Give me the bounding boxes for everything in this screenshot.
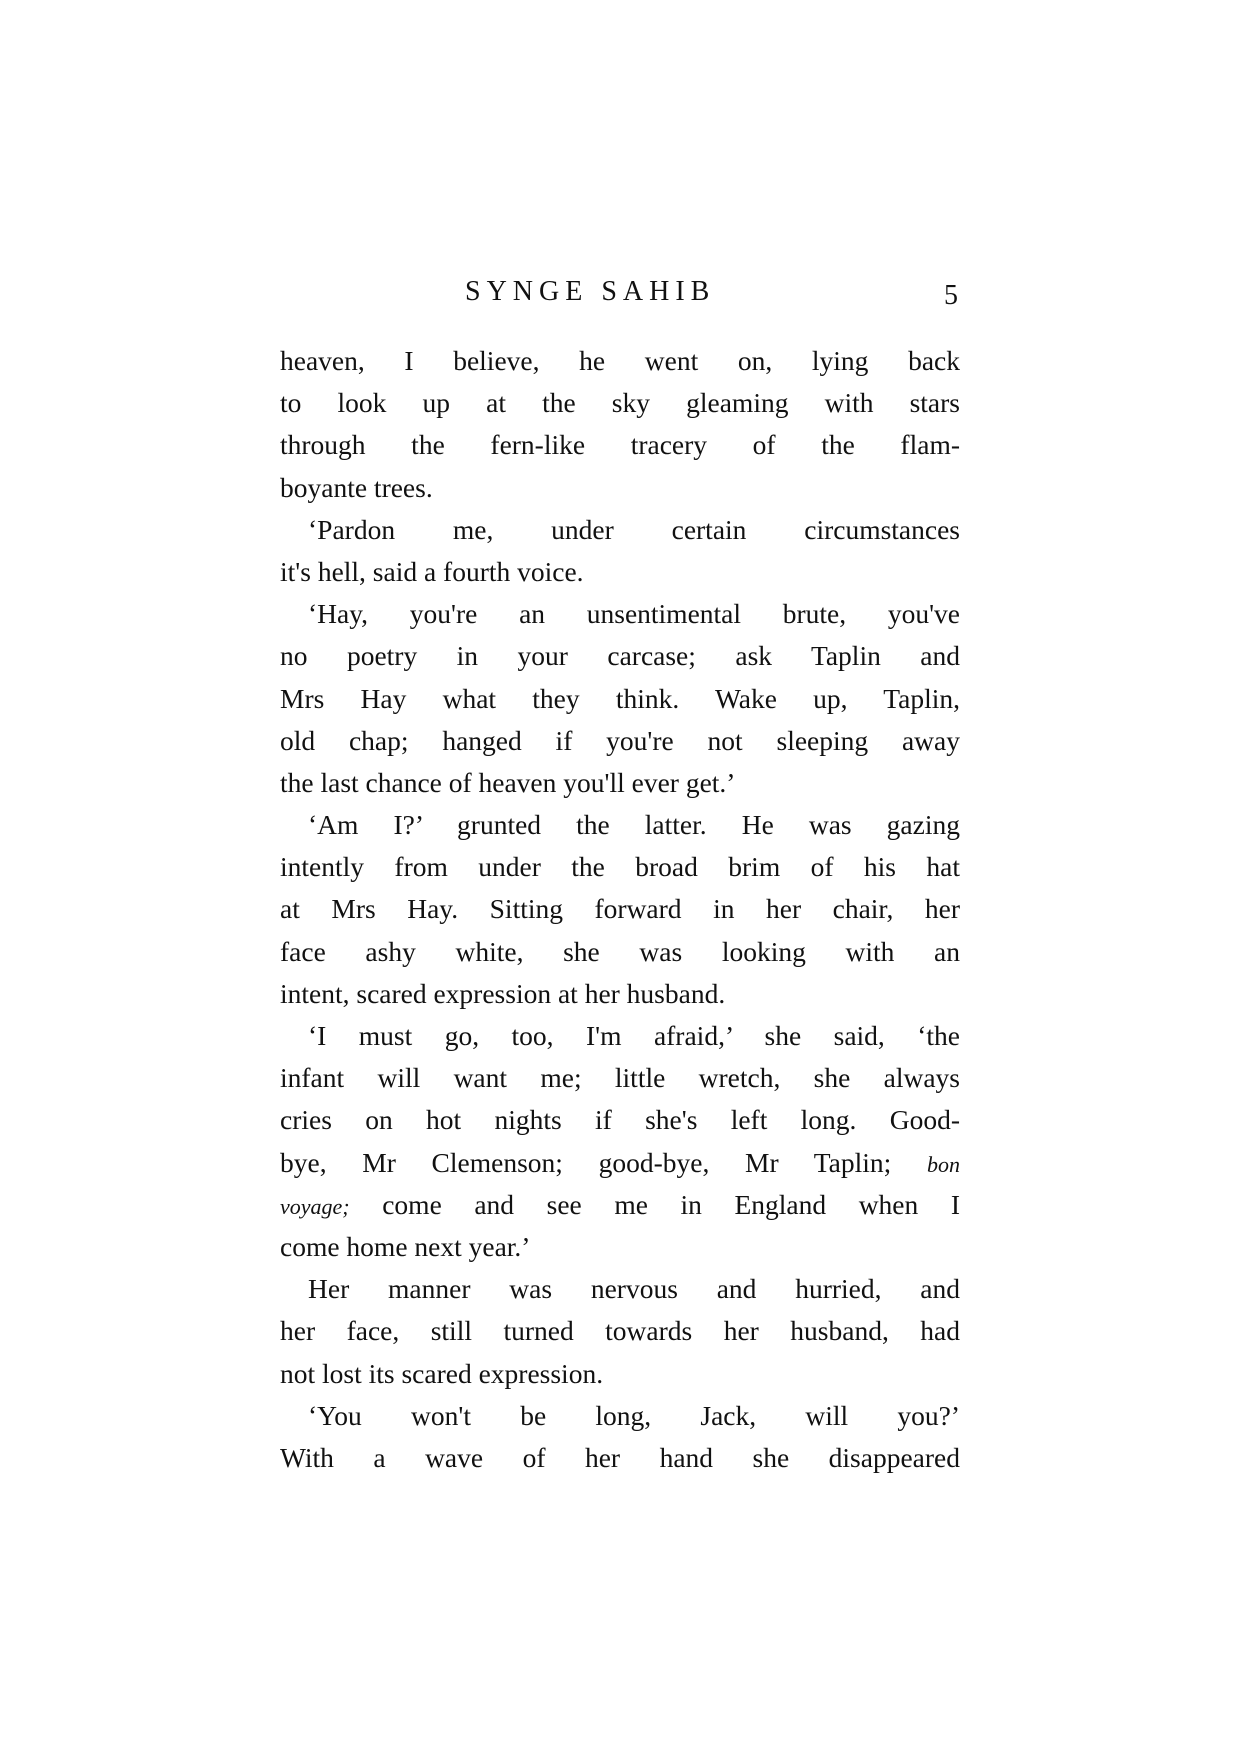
text-line: Mrs Hay what they think. Wake up, Taplin,: [280, 682, 960, 714]
text-line: to look up at the sky gleaming with stars: [280, 387, 960, 419]
text-line: cries on hot nights if she's left long. Good-: [280, 1104, 960, 1136]
italic-phrase: bon: [927, 1151, 960, 1177]
text-line: at Mrs Hay. Sitting forward in her chair, her: [280, 893, 960, 925]
text-line: come home next year.’: [280, 1230, 531, 1262]
text-line: ‘I must go, too, I'm afraid,’ she said, ‘the: [308, 1020, 960, 1051]
text-line-with-italic: [280, 1184, 960, 1226]
text-line: intently from under the broad brim of his hat: [280, 851, 960, 883]
italic-phrase: voyage;: [280, 1193, 350, 1219]
text-line: through the fern-like tracery of the flam-: [280, 429, 960, 461]
text-line: not lost its scared expression.: [280, 1357, 604, 1389]
text-line: infant will want me; little wretch, she always: [280, 1062, 960, 1094]
body-text: [280, 340, 960, 1479]
page-number: 5: [944, 280, 958, 311]
text-line: heaven, I believe, he went on, lying back: [280, 345, 960, 376]
text-line: ‘Hay, you're an unsentimental brute, you've: [308, 598, 960, 630]
text-line: face ashy white, she was looking with an: [280, 935, 960, 967]
text-line-with-italic: [280, 1142, 960, 1184]
text-line: Her manner was nervous and hurried, and: [308, 1273, 960, 1305]
line-roman-part: bye, Mr Clemenson; good-bye, Mr Taplin;: [280, 1146, 892, 1178]
text-line: ‘You won't be long, Jack, will you?’: [308, 1399, 960, 1431]
text-line: ‘Pardon me, under certain circumstances: [308, 513, 960, 545]
running-title: SYNGE SAHIB: [465, 276, 716, 307]
text-line: the last chance of heaven you'll ever get.’: [280, 766, 736, 798]
text-line: her face, still turned towards her husband, had: [280, 1315, 960, 1347]
text-line: no poetry in your carcase; ask Taplin and: [280, 640, 960, 672]
text-line: intent, scared expression at her husband.: [280, 977, 726, 1009]
line-roman-part: come and see me in England when I: [382, 1188, 961, 1220]
text-line: boyante trees.: [280, 471, 433, 503]
running-head: [280, 276, 960, 316]
text-line: old chap; hanged if you're not sleeping away: [280, 724, 960, 756]
text-line: With a wave of her hand she disappeared: [280, 1441, 960, 1473]
text-line: ‘Am I?’ grunted the latter. He was gazing: [308, 809, 960, 841]
text-line: it's hell, said a fourth voice.: [280, 555, 584, 587]
